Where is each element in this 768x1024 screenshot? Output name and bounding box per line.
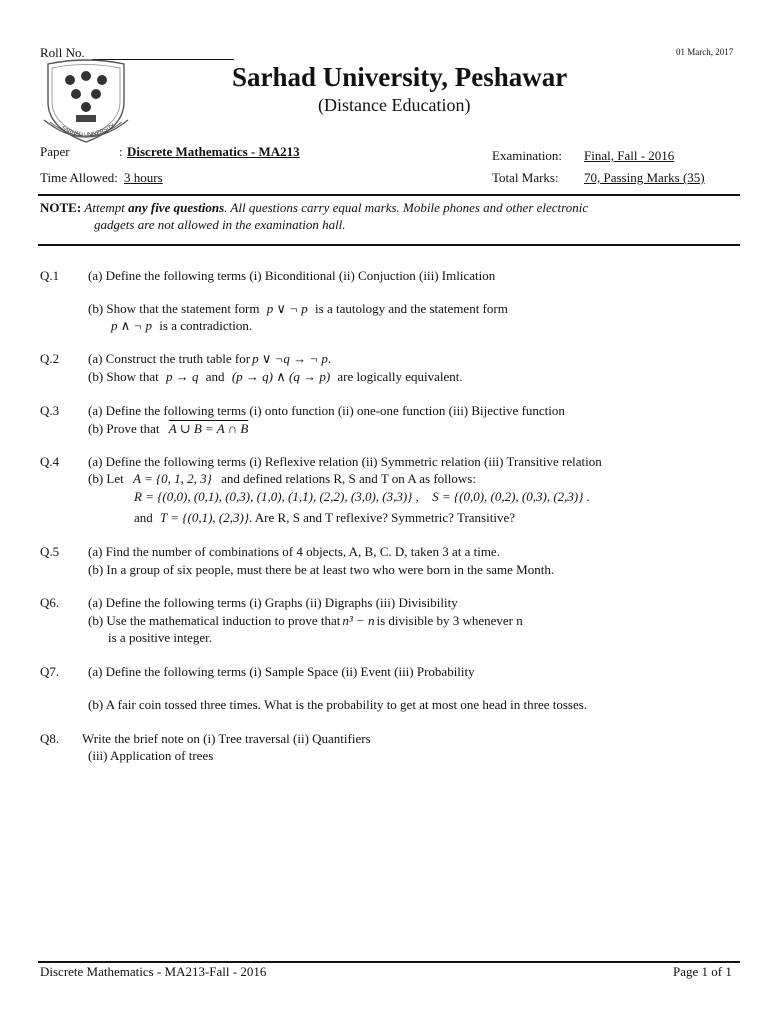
seal-text: SARHAD UNIVERSITY (59, 122, 117, 139)
paper-colon: : (119, 144, 123, 159)
q2-math-truth-table: p ∨ ¬q → ¬ p (252, 351, 328, 366)
note-line-2: gadgets are not allowed in the examination hall. (94, 217, 346, 232)
footer-page-number: Page 1 of 1 (673, 964, 732, 979)
university-title: Sarhad University, Peshawar (232, 62, 568, 92)
q4-part-b-line1: (b) Let A = {0, 1, 2, 3} and defined relations R, S and T on A as follows: (88, 471, 476, 486)
time-allowed-label: Time Allowed: (40, 170, 118, 185)
q1-part-b-line2: p ∧ ¬ p is a contradiction. (111, 318, 253, 333)
q7-part-b: (b) A fair coin tossed three times. What is the probability to get at most one head in three tosses. (88, 697, 588, 712)
q2-math-implication: p → q (166, 369, 199, 384)
q5-part-a: (a) Find the number of combinations of 4 objects, A, B, C. D, taken 3 at a time. (88, 544, 500, 559)
q8-part-b: (iii) Application of trees (88, 748, 214, 763)
paper-label: Paper (40, 144, 70, 159)
note-label: NOTE: (40, 200, 82, 215)
q2-number: Q.2 (40, 351, 60, 366)
q3-number: Q.3 (40, 403, 60, 418)
q3-part-b: (b) Prove that A ∪ B = A ∩ B (88, 421, 249, 436)
q4-number: Q.4 (40, 454, 60, 469)
q6-part-a: (a) Define the following terms (i) Graphs (ii) Digraphs (iii) Divisibility (88, 595, 458, 610)
q4-part-b-line2 (134, 489, 590, 505)
q8-part-a: Write the brief note on (i) Tree traversal (ii) Quantifiers (82, 731, 371, 746)
university-seal-logo (40, 58, 132, 146)
q7-part-a: (a) Define the following terms (i) Sample Space (ii) Event (iii) Probability (88, 664, 475, 679)
total-marks-label: Total Marks: (492, 170, 559, 185)
q4-part-a: (a) Define the following terms (i) Reflexive relation (ii) Symmetric relation (iii) Transitive relation (88, 454, 602, 469)
note-emphasis: any five questions (128, 200, 225, 215)
q1-math-contradiction: p ∧ ¬ p (111, 318, 153, 333)
exam-date: 01 March, 2017 (676, 47, 734, 57)
q4-set-a: A = {0, 1, 2, 3} (132, 471, 212, 486)
note-top-rule (38, 194, 740, 196)
note-line-1: NOTE: Attempt any five questions. All questions carry equal marks. Mobile phones and other electronic (40, 200, 589, 215)
q2-math-biconditional: (p → q) ∧ (q → p) (231, 369, 331, 384)
q4-relation-s: S = {(0,0), (0,2), (0,3), (2,3)} . (432, 489, 590, 504)
q1-part-a: (a) Define the following terms (i) Biconditional (ii) Conjuction (iii) Imlication (88, 268, 496, 283)
q6-math-expression: n³ − n (342, 613, 375, 628)
q2-part-b: (b) Show that p → q and (p → q) ∧ (q → p) are logically equivalent. (88, 369, 463, 384)
q1-part-b-line1: (b) Show that the statement form p ∨ ¬ p is a tautology and the statement form (88, 301, 508, 316)
q4-part-b-line3: and T = {(0,1), (2,3)}. Are R, S and T reflexive? Symmetric? Transitive? (134, 510, 515, 525)
footer-rule (38, 961, 740, 963)
q5-number: Q.5 (40, 544, 60, 559)
total-marks-value: 70, Passing Marks (35) (584, 170, 705, 185)
note-bottom-rule (38, 244, 740, 246)
q5-part-b: (b) In a group of six people, must there be at least two who were born in the same Month. (88, 562, 555, 577)
time-allowed-value: 3 hours (124, 170, 163, 185)
examination-label: Examination: (492, 148, 563, 163)
q3-part-a: (a) Define the following terms (i) onto function (ii) one-one function (iii) Bijective function (88, 403, 565, 418)
examination-value: Final, Fall - 2016 (584, 148, 675, 163)
footer-course: Discrete Mathematics - MA213-Fall - 2016 (40, 964, 267, 979)
q1-math-tautology: p ∨ ¬ p (266, 301, 308, 316)
q1-number: Q.1 (40, 268, 60, 283)
q6-part-b-line1: (b) Use the mathematical induction to prove that n³ − n is divisible by 3 whenever n (88, 613, 523, 628)
q4-relation-t: T = {(0,1), (2,3)} (160, 510, 250, 525)
q8-number: Q8. (40, 731, 60, 746)
roll-no-label: Roll No. (40, 45, 85, 60)
q7-number: Q7. (40, 664, 60, 679)
q2-part-a: (a) Construct the truth table for p ∨ ¬q → ¬ p. (88, 351, 332, 366)
q6-part-b-line2: is a positive integer. (108, 630, 212, 645)
department-subtitle: (Distance Education) (318, 95, 471, 115)
paper-value: Discrete Mathematics - MA213 (127, 144, 300, 159)
q3-math-de-morgan: A ∪ B = A ∩ B (168, 421, 249, 436)
q6-number: Q6. (40, 595, 60, 610)
q4-relation-r: R = {(0,0), (0,1), (0,3), (1,0), (1,1), (2,2), (3,0), (3,3)} , (134, 489, 419, 504)
